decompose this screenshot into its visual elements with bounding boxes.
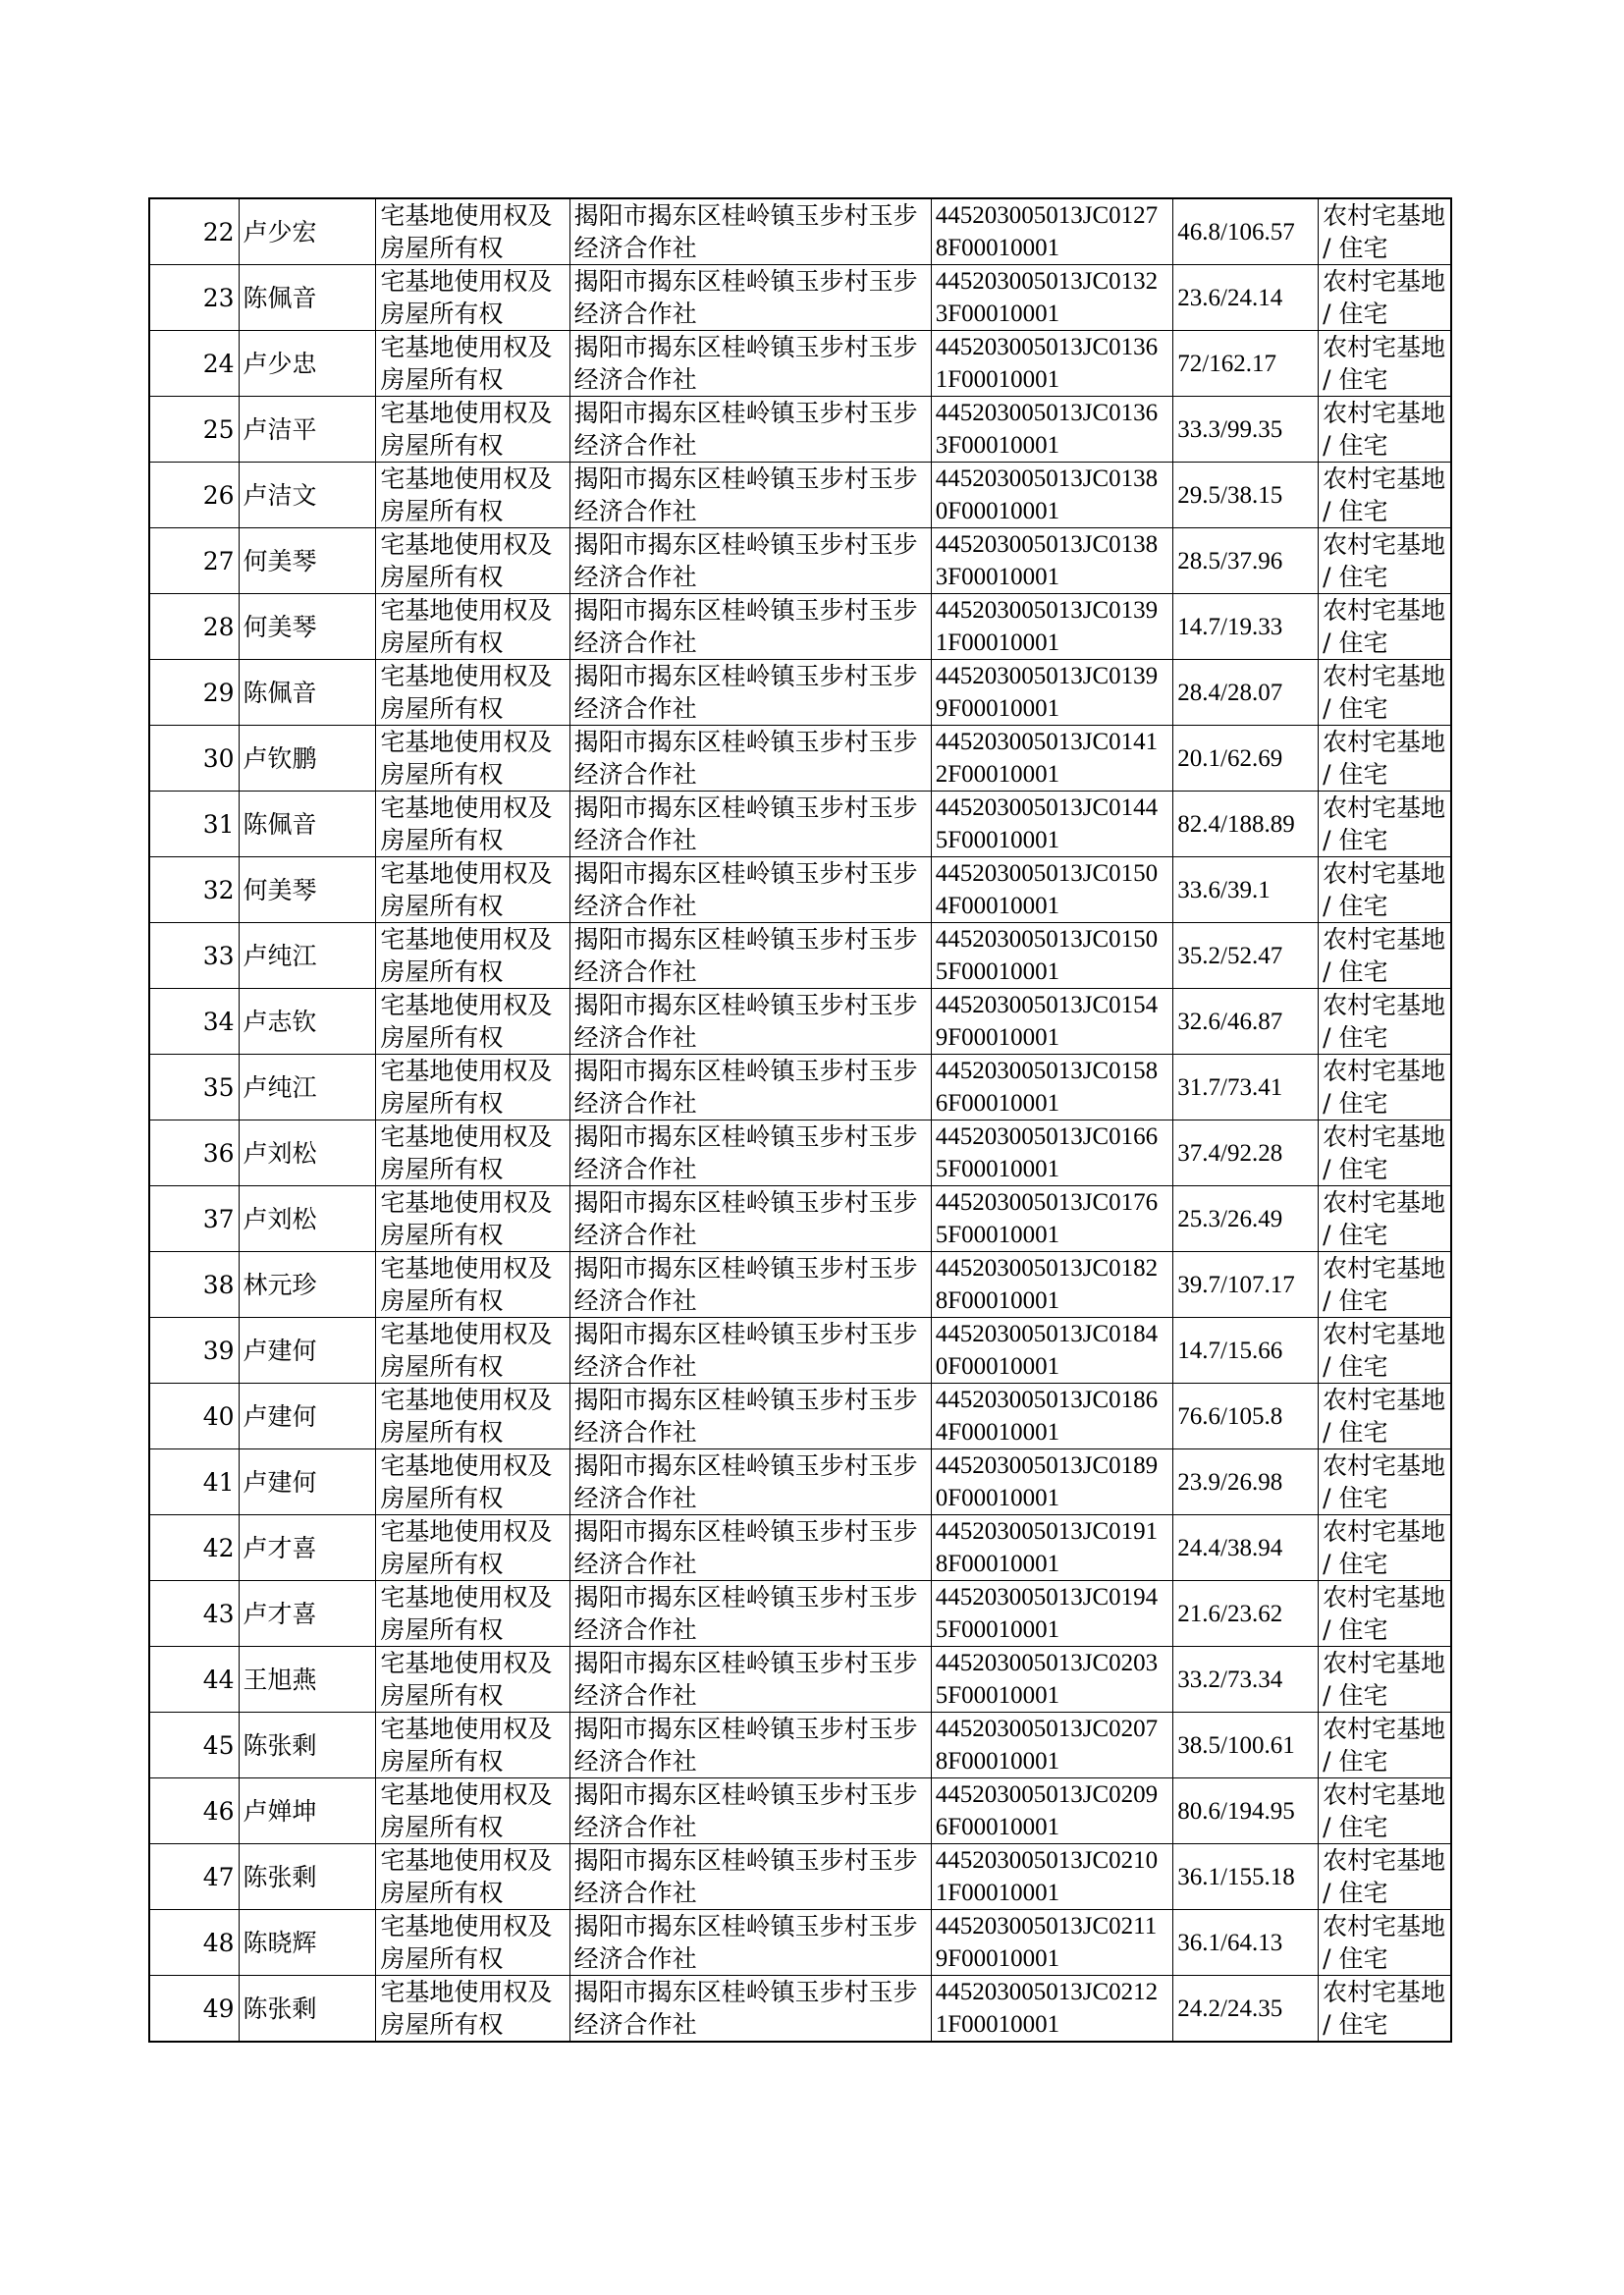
- table-row: [149, 1515, 1451, 1581]
- usage-cell: 农村宅基地 / 住宅: [1319, 397, 1451, 463]
- table-row: [149, 198, 1451, 265]
- right-type-cell: 宅基地使用权及房屋所有权: [376, 857, 569, 923]
- area-cell: 72/162.17: [1173, 331, 1319, 397]
- right-type-cell: 宅基地使用权及房屋所有权: [376, 989, 569, 1055]
- usage-cell: 农村宅基地 / 住宅: [1319, 265, 1451, 331]
- usage-cell: 农村宅基地 / 住宅: [1319, 463, 1451, 528]
- unit-number-cell: 445203005013JC01363F00010001: [931, 397, 1172, 463]
- area-cell: 28.4/28.07: [1173, 660, 1319, 726]
- right-type-cell: 宅基地使用权及房屋所有权: [376, 1449, 569, 1515]
- right-type-cell: 宅基地使用权及房屋所有权: [376, 1515, 569, 1581]
- table-row: [149, 1581, 1451, 1647]
- row-number-cell: 46: [149, 1778, 239, 1844]
- unit-number-cell: 445203005013JC02096F00010001: [931, 1778, 1172, 1844]
- holder-name-cell: 卢少忠: [239, 331, 376, 397]
- table-row: [149, 1186, 1451, 1252]
- row-number-cell: 22: [149, 198, 239, 265]
- row-number-cell: 38: [149, 1252, 239, 1318]
- holder-name-cell: 卢刘松: [239, 1186, 376, 1252]
- right-type-cell: 宅基地使用权及房屋所有权: [376, 1976, 569, 2043]
- usage-cell: 农村宅基地 / 住宅: [1319, 660, 1451, 726]
- unit-number-cell: 445203005013JC01840F00010001: [931, 1318, 1172, 1384]
- usage-cell: 农村宅基地 / 住宅: [1319, 594, 1451, 660]
- unit-number-cell: 445203005013JC01890F00010001: [931, 1449, 1172, 1515]
- row-number-cell: 45: [149, 1713, 239, 1778]
- area-cell: 82.4/188.89: [1173, 792, 1319, 857]
- right-type-cell: 宅基地使用权及房屋所有权: [376, 923, 569, 989]
- property-register-table: [148, 197, 1452, 2043]
- location-cell: 揭阳市揭东区桂岭镇玉步村玉步经济合作社: [569, 1910, 931, 1976]
- unit-number-cell: 445203005013JC02119F00010001: [931, 1910, 1172, 1976]
- row-number-cell: 41: [149, 1449, 239, 1515]
- area-cell: 37.4/92.28: [1173, 1120, 1319, 1186]
- usage-cell: 农村宅基地 / 住宅: [1319, 1384, 1451, 1449]
- right-type-cell: 宅基地使用权及房屋所有权: [376, 463, 569, 528]
- table-row: [149, 1449, 1451, 1515]
- area-cell: 23.6/24.14: [1173, 265, 1319, 331]
- unit-number-cell: 445203005013JC01504F00010001: [931, 857, 1172, 923]
- location-cell: 揭阳市揭东区桂岭镇玉步村玉步经济合作社: [569, 1581, 931, 1647]
- location-cell: 揭阳市揭东区桂岭镇玉步村玉步经济合作社: [569, 1120, 931, 1186]
- area-cell: 28.5/37.96: [1173, 528, 1319, 594]
- unit-number-cell: 445203005013JC01361F00010001: [931, 331, 1172, 397]
- holder-name-cell: 陈佩音: [239, 265, 376, 331]
- holder-name-cell: 王旭燕: [239, 1647, 376, 1713]
- row-number-cell: 33: [149, 923, 239, 989]
- holder-name-cell: 何美琴: [239, 857, 376, 923]
- table-row: [149, 528, 1451, 594]
- unit-number-cell: 445203005013JC01864F00010001: [931, 1384, 1172, 1449]
- right-type-cell: 宅基地使用权及房屋所有权: [376, 1384, 569, 1449]
- table-row: [149, 857, 1451, 923]
- area-cell: 35.2/52.47: [1173, 923, 1319, 989]
- location-cell: 揭阳市揭东区桂岭镇玉步村玉步经济合作社: [569, 660, 931, 726]
- location-cell: 揭阳市揭东区桂岭镇玉步村玉步经济合作社: [569, 1778, 931, 1844]
- row-number-cell: 47: [149, 1844, 239, 1910]
- right-type-cell: 宅基地使用权及房屋所有权: [376, 792, 569, 857]
- unit-number-cell: 445203005013JC02101F00010001: [931, 1844, 1172, 1910]
- table-row: [149, 1713, 1451, 1778]
- unit-number-cell: 445203005013JC01665F00010001: [931, 1120, 1172, 1186]
- right-type-cell: 宅基地使用权及房屋所有权: [376, 594, 569, 660]
- table-row: [149, 1647, 1451, 1713]
- location-cell: 揭阳市揭东区桂岭镇玉步村玉步经济合作社: [569, 857, 931, 923]
- location-cell: 揭阳市揭东区桂岭镇玉步村玉步经济合作社: [569, 331, 931, 397]
- area-cell: 25.3/26.49: [1173, 1186, 1319, 1252]
- row-number-cell: 29: [149, 660, 239, 726]
- usage-cell: 农村宅基地 / 住宅: [1319, 1318, 1451, 1384]
- table-row: [149, 594, 1451, 660]
- holder-name-cell: 卢志钦: [239, 989, 376, 1055]
- table-row: [149, 1844, 1451, 1910]
- unit-number-cell: 445203005013JC01549F00010001: [931, 989, 1172, 1055]
- row-number-cell: 24: [149, 331, 239, 397]
- table-row: [149, 397, 1451, 463]
- row-number-cell: 39: [149, 1318, 239, 1384]
- unit-number-cell: 445203005013JC02078F00010001: [931, 1713, 1172, 1778]
- table-row: [149, 1318, 1451, 1384]
- usage-cell: 农村宅基地 / 住宅: [1319, 1647, 1451, 1713]
- row-number-cell: 36: [149, 1120, 239, 1186]
- right-type-cell: 宅基地使用权及房屋所有权: [376, 198, 569, 265]
- unit-number-cell: 445203005013JC01383F00010001: [931, 528, 1172, 594]
- table-row: [149, 923, 1451, 989]
- location-cell: 揭阳市揭东区桂岭镇玉步村玉步经济合作社: [569, 1318, 931, 1384]
- row-number-cell: 28: [149, 594, 239, 660]
- row-number-cell: 34: [149, 989, 239, 1055]
- area-cell: 20.1/62.69: [1173, 726, 1319, 792]
- row-number-cell: 42: [149, 1515, 239, 1581]
- unit-number-cell: 445203005013JC01765F00010001: [931, 1186, 1172, 1252]
- unit-number-cell: 445203005013JC01505F00010001: [931, 923, 1172, 989]
- location-cell: 揭阳市揭东区桂岭镇玉步村玉步经济合作社: [569, 528, 931, 594]
- area-cell: 36.1/155.18: [1173, 1844, 1319, 1910]
- area-cell: 32.6/46.87: [1173, 989, 1319, 1055]
- unit-number-cell: 445203005013JC01380F00010001: [931, 463, 1172, 528]
- usage-cell: 农村宅基地 / 住宅: [1319, 1778, 1451, 1844]
- area-cell: 80.6/194.95: [1173, 1778, 1319, 1844]
- location-cell: 揭阳市揭东区桂岭镇玉步村玉步经济合作社: [569, 1252, 931, 1318]
- holder-name-cell: 林元珍: [239, 1252, 376, 1318]
- unit-number-cell: 445203005013JC02035F00010001: [931, 1647, 1172, 1713]
- area-cell: 33.2/73.34: [1173, 1647, 1319, 1713]
- location-cell: 揭阳市揭东区桂岭镇玉步村玉步经济合作社: [569, 594, 931, 660]
- location-cell: 揭阳市揭东区桂岭镇玉步村玉步经济合作社: [569, 1647, 931, 1713]
- table-row: [149, 1910, 1451, 1976]
- location-cell: 揭阳市揭东区桂岭镇玉步村玉步经济合作社: [569, 989, 931, 1055]
- unit-number-cell: 445203005013JC01391F00010001: [931, 594, 1172, 660]
- row-number-cell: 35: [149, 1055, 239, 1120]
- right-type-cell: 宅基地使用权及房屋所有权: [376, 1647, 569, 1713]
- holder-name-cell: 卢才喜: [239, 1581, 376, 1647]
- table-row: [149, 1384, 1451, 1449]
- table-row: [149, 1778, 1451, 1844]
- location-cell: 揭阳市揭东区桂岭镇玉步村玉步经济合作社: [569, 792, 931, 857]
- location-cell: 揭阳市揭东区桂岭镇玉步村玉步经济合作社: [569, 1844, 931, 1910]
- unit-number-cell: 445203005013JC01445F00010001: [931, 792, 1172, 857]
- area-cell: 24.4/38.94: [1173, 1515, 1319, 1581]
- right-type-cell: 宅基地使用权及房屋所有权: [376, 1713, 569, 1778]
- right-type-cell: 宅基地使用权及房屋所有权: [376, 1252, 569, 1318]
- right-type-cell: 宅基地使用权及房屋所有权: [376, 1910, 569, 1976]
- row-number-cell: 43: [149, 1581, 239, 1647]
- usage-cell: 农村宅基地 / 住宅: [1319, 923, 1451, 989]
- table-row: [149, 463, 1451, 528]
- table-row: [149, 1976, 1451, 2043]
- location-cell: 揭阳市揭东区桂岭镇玉步村玉步经济合作社: [569, 1449, 931, 1515]
- holder-name-cell: 陈张剩: [239, 1976, 376, 2043]
- holder-name-cell: 陈晓辉: [239, 1910, 376, 1976]
- location-cell: 揭阳市揭东区桂岭镇玉步村玉步经济合作社: [569, 463, 931, 528]
- location-cell: 揭阳市揭东区桂岭镇玉步村玉步经济合作社: [569, 726, 931, 792]
- holder-name-cell: 卢洁平: [239, 397, 376, 463]
- area-cell: 36.1/64.13: [1173, 1910, 1319, 1976]
- location-cell: 揭阳市揭东区桂岭镇玉步村玉步经济合作社: [569, 1515, 931, 1581]
- area-cell: 24.2/24.35: [1173, 1976, 1319, 2043]
- right-type-cell: 宅基地使用权及房屋所有权: [376, 331, 569, 397]
- row-number-cell: 44: [149, 1647, 239, 1713]
- row-number-cell: 31: [149, 792, 239, 857]
- area-cell: 23.9/26.98: [1173, 1449, 1319, 1515]
- area-cell: 76.6/105.8: [1173, 1384, 1319, 1449]
- location-cell: 揭阳市揭东区桂岭镇玉步村玉步经济合作社: [569, 1713, 931, 1778]
- register-table-body: [149, 198, 1451, 2042]
- row-number-cell: 49: [149, 1976, 239, 2043]
- right-type-cell: 宅基地使用权及房屋所有权: [376, 1318, 569, 1384]
- usage-cell: 农村宅基地 / 住宅: [1319, 1976, 1451, 2043]
- unit-number-cell: 445203005013JC01586F00010001: [931, 1055, 1172, 1120]
- table-row: [149, 792, 1451, 857]
- row-number-cell: 23: [149, 265, 239, 331]
- holder-name-cell: 卢少宏: [239, 198, 376, 265]
- table-row: [149, 1252, 1451, 1318]
- usage-cell: 农村宅基地 / 住宅: [1319, 331, 1451, 397]
- table-row: [149, 1055, 1451, 1120]
- usage-cell: 农村宅基地 / 住宅: [1319, 726, 1451, 792]
- holder-name-cell: 卢纯江: [239, 923, 376, 989]
- right-type-cell: 宅基地使用权及房屋所有权: [376, 660, 569, 726]
- area-cell: 33.6/39.1: [1173, 857, 1319, 923]
- usage-cell: 农村宅基地 / 住宅: [1319, 1120, 1451, 1186]
- holder-name-cell: 何美琴: [239, 594, 376, 660]
- location-cell: 揭阳市揭东区桂岭镇玉步村玉步经济合作社: [569, 1186, 931, 1252]
- area-cell: 39.7/107.17: [1173, 1252, 1319, 1318]
- location-cell: 揭阳市揭东区桂岭镇玉步村玉步经济合作社: [569, 265, 931, 331]
- unit-number-cell: 445203005013JC02121F00010001: [931, 1976, 1172, 2043]
- usage-cell: 农村宅基地 / 住宅: [1319, 1515, 1451, 1581]
- holder-name-cell: 陈佩音: [239, 792, 376, 857]
- holder-name-cell: 卢刘松: [239, 1120, 376, 1186]
- right-type-cell: 宅基地使用权及房屋所有权: [376, 1186, 569, 1252]
- area-cell: 29.5/38.15: [1173, 463, 1319, 528]
- right-type-cell: 宅基地使用权及房屋所有权: [376, 1778, 569, 1844]
- right-type-cell: 宅基地使用权及房屋所有权: [376, 1120, 569, 1186]
- unit-number-cell: 445203005013JC01918F00010001: [931, 1515, 1172, 1581]
- unit-number-cell: 445203005013JC01945F00010001: [931, 1581, 1172, 1647]
- unit-number-cell: 445203005013JC01828F00010001: [931, 1252, 1172, 1318]
- table-row: [149, 331, 1451, 397]
- right-type-cell: 宅基地使用权及房屋所有权: [376, 265, 569, 331]
- unit-number-cell: 445203005013JC01278F00010001: [931, 198, 1172, 265]
- usage-cell: 农村宅基地 / 住宅: [1319, 528, 1451, 594]
- usage-cell: 农村宅基地 / 住宅: [1319, 1055, 1451, 1120]
- area-cell: 31.7/73.41: [1173, 1055, 1319, 1120]
- usage-cell: 农村宅基地 / 住宅: [1319, 198, 1451, 265]
- area-cell: 38.5/100.61: [1173, 1713, 1319, 1778]
- holder-name-cell: 卢钦鹏: [239, 726, 376, 792]
- usage-cell: 农村宅基地 / 住宅: [1319, 1581, 1451, 1647]
- row-number-cell: 32: [149, 857, 239, 923]
- unit-number-cell: 445203005013JC01399F00010001: [931, 660, 1172, 726]
- row-number-cell: 25: [149, 397, 239, 463]
- table-row: [149, 265, 1451, 331]
- location-cell: 揭阳市揭东区桂岭镇玉步村玉步经济合作社: [569, 1055, 931, 1120]
- area-cell: 46.8/106.57: [1173, 198, 1319, 265]
- location-cell: 揭阳市揭东区桂岭镇玉步村玉步经济合作社: [569, 923, 931, 989]
- usage-cell: 农村宅基地 / 住宅: [1319, 1844, 1451, 1910]
- holder-name-cell: 何美琴: [239, 528, 376, 594]
- row-number-cell: 27: [149, 528, 239, 594]
- table-row: [149, 1120, 1451, 1186]
- holder-name-cell: 陈张剩: [239, 1844, 376, 1910]
- row-number-cell: 30: [149, 726, 239, 792]
- unit-number-cell: 445203005013JC01323F00010001: [931, 265, 1172, 331]
- holder-name-cell: 卢婵坤: [239, 1778, 376, 1844]
- row-number-cell: 40: [149, 1384, 239, 1449]
- holder-name-cell: 陈张剩: [239, 1713, 376, 1778]
- holder-name-cell: 陈佩音: [239, 660, 376, 726]
- holder-name-cell: 卢洁文: [239, 463, 376, 528]
- table-row: [149, 660, 1451, 726]
- usage-cell: 农村宅基地 / 住宅: [1319, 1713, 1451, 1778]
- usage-cell: 农村宅基地 / 住宅: [1319, 1449, 1451, 1515]
- table-row: [149, 989, 1451, 1055]
- row-number-cell: 26: [149, 463, 239, 528]
- location-cell: 揭阳市揭东区桂岭镇玉步村玉步经济合作社: [569, 1976, 931, 2043]
- usage-cell: 农村宅基地 / 住宅: [1319, 792, 1451, 857]
- area-cell: 33.3/99.35: [1173, 397, 1319, 463]
- right-type-cell: 宅基地使用权及房屋所有权: [376, 726, 569, 792]
- holder-name-cell: 卢建何: [239, 1384, 376, 1449]
- location-cell: 揭阳市揭东区桂岭镇玉步村玉步经济合作社: [569, 198, 931, 265]
- usage-cell: 农村宅基地 / 住宅: [1319, 1252, 1451, 1318]
- right-type-cell: 宅基地使用权及房屋所有权: [376, 1844, 569, 1910]
- usage-cell: 农村宅基地 / 住宅: [1319, 989, 1451, 1055]
- area-cell: 14.7/15.66: [1173, 1318, 1319, 1384]
- right-type-cell: 宅基地使用权及房屋所有权: [376, 528, 569, 594]
- holder-name-cell: 卢建何: [239, 1449, 376, 1515]
- location-cell: 揭阳市揭东区桂岭镇玉步村玉步经济合作社: [569, 1384, 931, 1449]
- table-row: [149, 726, 1451, 792]
- holder-name-cell: 卢才喜: [239, 1515, 376, 1581]
- holder-name-cell: 卢纯江: [239, 1055, 376, 1120]
- area-cell: 14.7/19.33: [1173, 594, 1319, 660]
- location-cell: 揭阳市揭东区桂岭镇玉步村玉步经济合作社: [569, 397, 931, 463]
- area-cell: 21.6/23.62: [1173, 1581, 1319, 1647]
- right-type-cell: 宅基地使用权及房屋所有权: [376, 1581, 569, 1647]
- usage-cell: 农村宅基地 / 住宅: [1319, 1186, 1451, 1252]
- unit-number-cell: 445203005013JC01412F00010001: [931, 726, 1172, 792]
- right-type-cell: 宅基地使用权及房屋所有权: [376, 1055, 569, 1120]
- usage-cell: 农村宅基地 / 住宅: [1319, 857, 1451, 923]
- usage-cell: 农村宅基地 / 住宅: [1319, 1910, 1451, 1976]
- holder-name-cell: 卢建何: [239, 1318, 376, 1384]
- row-number-cell: 37: [149, 1186, 239, 1252]
- right-type-cell: 宅基地使用权及房屋所有权: [376, 397, 569, 463]
- row-number-cell: 48: [149, 1910, 239, 1976]
